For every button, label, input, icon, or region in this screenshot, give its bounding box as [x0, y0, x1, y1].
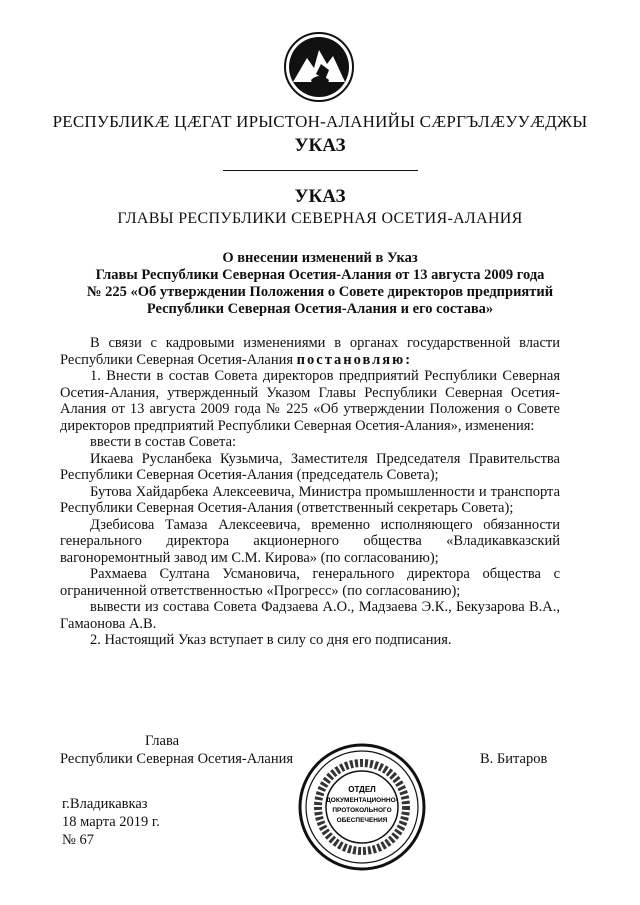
signatory-name: В. Битаров	[480, 751, 548, 767]
stamp-line: ДОКУМЕНТАЦИОННО-	[326, 797, 398, 804]
decree-body	[60, 335, 560, 649]
decree-issuer: ГЛАВЫ РЕСПУБЛИКИ СЕВЕРНАЯ ОСЕТИЯ-АЛАНИЯ	[117, 210, 523, 227]
stamp-line: ПРОТОКОЛЬНОГО	[332, 807, 392, 814]
subject-line: О внесении изменений в Указ	[222, 250, 418, 266]
issue-details	[62, 795, 160, 849]
remove-members: вывести из состава Совета Фадзаева А.О., Мадзаева Э.К., Бекузарова В.А., Гамаонова А.В.	[60, 599, 560, 632]
member-butov: Бутова Хайдарбека Алексеевича, Министра промышленности и транспорта Республики Северная Осетия-Алания (ответственный секретарь Совета);	[60, 483, 560, 516]
stamp-line: ОТДЕЛ	[348, 785, 376, 794]
member-rakhmaev: Рахмаева Султана Усмановича, генерального директора общества с ограниченной ответственностью «Прогресс» (по согласованию);	[60, 566, 560, 599]
decree-title: УКАЗ	[294, 186, 346, 207]
add-members-intro: ввести в состав Совета:	[90, 434, 237, 450]
signatory-title: Глава	[145, 733, 180, 749]
issue-city: г.Владикавказ	[62, 796, 148, 812]
header-ossetian: РЕСПУБЛИКӔ ЦӔГАТ ИРЫСТОН-АЛАНИЙЫ СӔРГЪЛӔУУӔДЖЫ	[52, 112, 588, 131]
member-ikaev: Икаева Русланбека Кузьмича, Заместителя Председателя Правительства Республики Северная Осетия-Алания (председатель Совета);	[60, 450, 560, 483]
coat-of-arms-emblem	[283, 30, 355, 104]
official-seal-stamp	[297, 742, 427, 872]
subject-line: № 225 «Об утверждении Положения о Совете директоров предприятий	[86, 284, 554, 300]
decree-word: постановляю:	[296, 351, 413, 368]
clause-1: 1. Внести в состав Совета директоров предприятий Республики Северная Осетия-Алания, утвержденный Указом Главы Республики Северная Осетия-Алания от 13 августа 2009 года № 225 «Об утверждении Положения о Совете директоров предприятий Республики Северная Осетия-Алания», изменения:	[60, 368, 560, 434]
preamble-paragraph	[60, 335, 560, 368]
member-dzebisov: Дзебисова Тамаза Алексеевича, временно исполняющего обязанности генерального директора акционерного общества «Владикавказский вагоноремонтный завод им С.М. Кирова» (по согласованию);	[60, 516, 560, 566]
preamble-text: В связи с кадровыми изменениями в органах государственной власти Республики Северная Осетия-Алания	[60, 335, 560, 368]
clause-2: 2. Настоящий Указ вступает в силу со дня его подписания.	[90, 632, 452, 648]
header-ukaz: УКАЗ	[294, 135, 346, 156]
decree-subject	[0, 250, 640, 318]
subject-line: Главы Республики Северная Осетия-Алания от 13 августа 2009 года	[95, 267, 545, 283]
subject-line: Республики Северная Осетия-Алания и его состава»	[146, 301, 494, 317]
header-divider	[223, 170, 418, 171]
issue-number: № 67	[62, 832, 94, 848]
stamp-line: ОБЕСПЕЧЕНИЯ	[336, 817, 388, 824]
signatory-republic: Республики Северная Осетия-Алания	[60, 751, 294, 767]
issue-date: 18 марта 2019 г.	[62, 814, 160, 830]
